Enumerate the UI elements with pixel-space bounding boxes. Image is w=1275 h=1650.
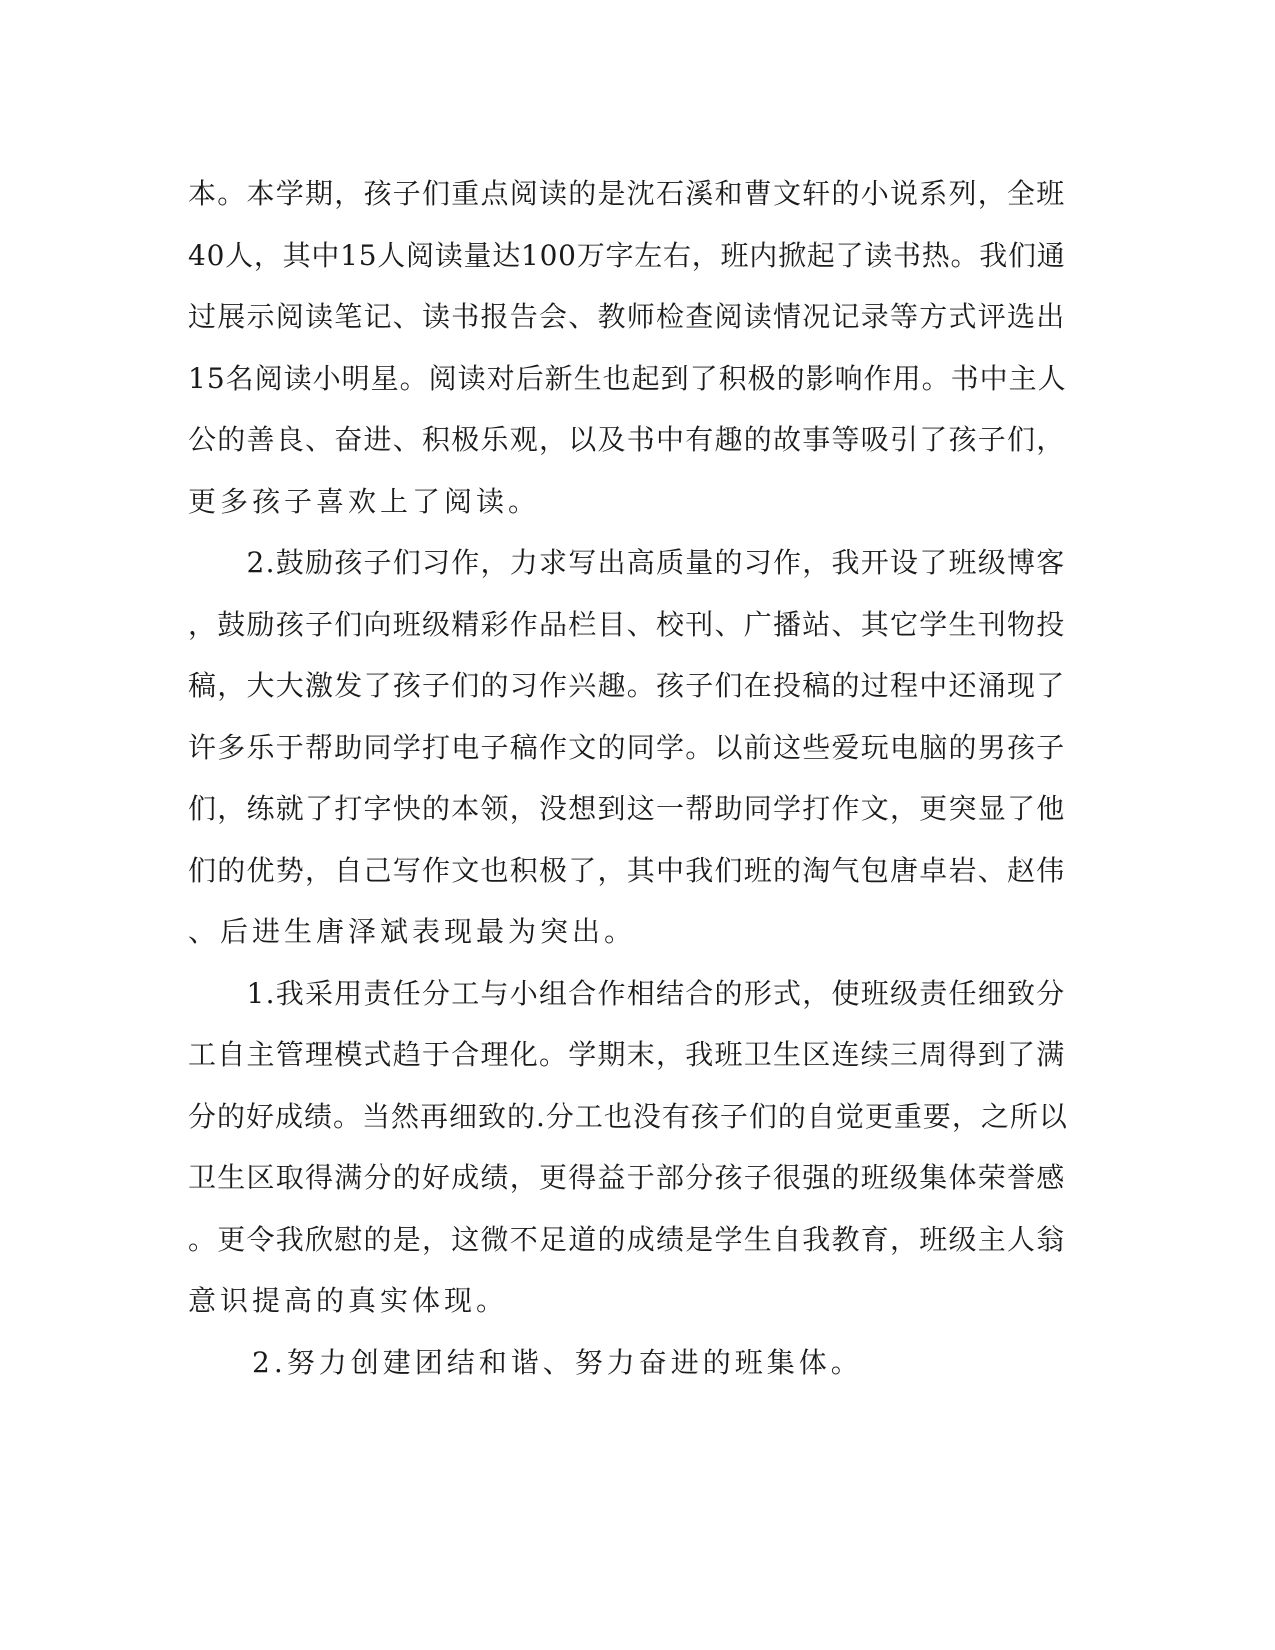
text-line: 许多乐于帮助同学打电子稿作文的同学。以前这些爱玩电脑的男孩子 (188, 730, 1066, 764)
text-line: 。更令我欣慰的是，这微不足道的成绩是学生自我教育，班级主人翁 (188, 1222, 1066, 1256)
text-line: 更多孩子喜欢上了阅读。 (188, 484, 541, 518)
text-line: 公的善良、奋进、积极乐观，以及书中有趣的故事等吸引了孩子们， (188, 423, 1066, 456)
text-line: 稿，大大激发了孩子们的习作兴趣。孩子们在投稿的过程中还涌现了 (188, 669, 1066, 702)
text-line: 们，练就了打字快的本领，没想到这一帮助同学打作文，更突显了他 (188, 792, 1066, 825)
text-line: 们的优势，自己写作文也积极了，其中我们班的淘气包唐卓岩、赵伟 (188, 853, 1066, 887)
text-line: 卫生区取得满分的好成绩，更得益于部分孩子很强的班级集体荣誉感 (188, 1161, 1066, 1194)
text-line: 2.鼓励孩子们习作，力求写出高质量的习作，我开设了班级博客 (188, 546, 1066, 579)
text-line: 本。本学期，孩子们重点阅读的是沈石溪和曹文轩的小说系列，全班 (188, 177, 1066, 210)
text-line: 意识提高的真实体现。 (188, 1284, 509, 1317)
text-line: 分的好成绩。当然再细致的.分工也没有孩子们的自觉更重要，之所以 (188, 1099, 1068, 1133)
text-line: 2.努力创建团结和谐、努力奋进的班集体。 (188, 1345, 863, 1379)
text-line: ，鼓励孩子们向班级精彩作品栏目、校刊、广播站、其它学生刊物投 (188, 607, 1066, 641)
text-line: 、后进生唐泽斌表现最为突出。 (188, 915, 637, 948)
text-line: 过展示阅读笔记、读书报告会、教师检查阅读情况记录等方式评选出 (188, 300, 1066, 333)
text-line: 工自主管理模式趋于合理化。学期末，我班卫生区连续三周得到了满 (188, 1038, 1066, 1071)
text-line: 15名阅读小明星。阅读对后新生也起到了积极的影响作用。书中主人 (188, 361, 1067, 395)
text-line: 1.我采用责任分工与小组合作相结合的形式，使班级责任细致分 (188, 976, 1066, 1010)
body-text (188, 163, 1068, 1393)
text-line: 40人，其中15人阅读量达100万字左右，班内掀起了读书热。我们通 (188, 238, 1066, 272)
